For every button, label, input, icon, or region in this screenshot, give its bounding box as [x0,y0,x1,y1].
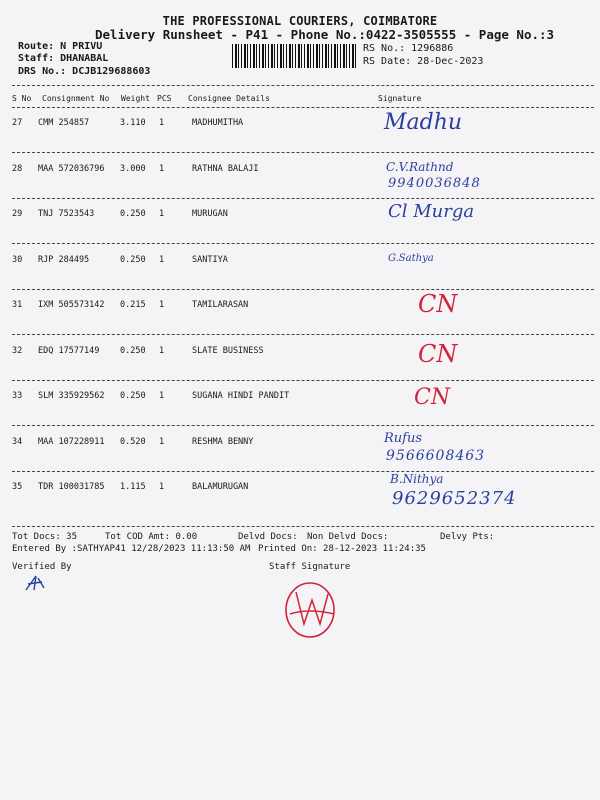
cell-pcs: 1 [159,391,165,401]
row-divider [12,471,594,472]
cell-weight: 3.000 [120,163,146,174]
cell-sno: 33 [12,391,23,401]
entered-by: Entered By :SATHYAP41 12/28/2023 11:13:50 AM [12,544,251,554]
cell-pcs: 1 [159,254,165,265]
cell-pcs: 1 [159,300,165,310]
handwritten-signature: Cl Murga [388,201,475,222]
cell-consignment: CMM 254857 [38,118,90,128]
staff-label: Staff: DHANABAL [18,53,109,64]
handwritten-signature: G.Sathya [388,252,434,264]
rs-date: RS Date: 28-Dec-2023 [363,56,484,67]
divider [12,107,594,108]
col-signature: Signature [378,94,422,103]
cell-sno: 32 [12,345,23,356]
cell-consignee: SUGANA HINDI PANDIT [192,391,290,401]
divider [12,526,594,527]
cell-weight: 1.115 [120,482,146,492]
cell-consignment: IXM 505573142 [38,300,105,310]
cell-consignee: TAMILARASAN [192,300,249,310]
verified-by-label: Verified By [12,562,72,572]
col-consignee: Consignee Details [188,94,270,103]
cell-consignee: MADHUMITHA [192,118,244,128]
cell-consignee: RATHNA BALAJI [192,163,259,174]
handwritten-signature: Madhu [384,110,463,135]
delivery-points: Delvy Pts: [440,532,495,542]
cell-weight: 0.250 [120,254,146,265]
row-divider [12,243,594,244]
cell-sno: 29 [12,209,23,219]
handwritten-signature: B.Nithya [390,472,444,486]
cell-consignment: TNJ 7523543 [38,209,95,219]
cell-sno: 28 [12,163,23,174]
handwritten-signature: C.V.Rathnd [386,159,454,174]
staff-signature-label: Staff Signature [269,562,351,572]
cell-sno: 27 [12,118,23,128]
handwritten-signature: CN [414,385,451,410]
printed-on: Printed On: 28-12-2023 11:24:35 [258,544,426,554]
col-sno: S No [12,94,32,103]
cell-weight: 0.250 [120,345,146,356]
handwritten-signature: CN [418,290,458,318]
cell-weight: 3.110 [120,118,146,128]
cell-consignee: BALAMURUGAN [192,482,249,492]
cell-pcs: 1 [159,345,165,356]
row-divider [12,380,594,381]
cell-consignment: MAA 107228911 [38,436,105,447]
cell-consignee: MURUGAN [192,209,228,219]
cell-sno: 34 [12,436,23,447]
cell-weight: 0.215 [120,300,146,310]
row-divider [12,152,594,153]
handwritten-phone: 9940036848 [388,175,481,191]
staff-signature-scribble [282,580,342,642]
cell-consignment: MAA 572036796 [38,163,105,174]
cell-consignment: TDR 100031785 [38,482,105,492]
row-divider [12,289,594,290]
handwritten-signature: Rufus [384,430,423,446]
handwritten-phone: 9566608463 [386,447,486,464]
cell-weight: 0.250 [120,209,146,219]
route-label: Route: N PRIVU [18,41,103,52]
drs-number: DRS No.: DCJB129688603 [18,66,151,77]
handwritten-signature: CN [418,339,458,368]
company-title: THE PROFESSIONAL COURIERS, COIMBATORE [162,14,438,28]
total-cod: Tot COD Amt: 0.00 [105,532,198,542]
cell-consignment: SLM 335929562 [38,391,105,401]
cell-consignee: RESHMA BENNY [192,436,254,447]
runsheet-subtitle: Delivery Runsheet - P41 - Phone No.:0422-3505555 - Page No.:3 [95,27,555,42]
row-divider [12,198,594,199]
cell-pcs: 1 [159,118,165,128]
row-divider [12,334,594,335]
cell-consignee: SANTIYA [192,254,228,265]
cell-sno: 35 [12,482,23,492]
barcode [232,44,358,68]
cell-consignee: SLATE BUSINESS [192,345,264,356]
col-pcs: PCS [157,94,172,103]
col-consignment: Consignment No [42,94,110,103]
cell-consignment: RJP 284495 [38,254,90,265]
divider [12,85,594,86]
row-divider [12,425,594,426]
col-weight: Weight [121,94,150,103]
cell-consignment: EDQ 17577149 [38,345,100,356]
cell-pcs: 1 [159,482,165,492]
total-docs: Tot Docs: 35 [12,532,78,542]
cell-sno: 30 [12,254,23,265]
cell-weight: 0.250 [120,391,146,401]
rs-number: RS No.: 1296886 [363,43,454,54]
non-delivered-docs: Non Delvd Docs: [307,532,389,542]
cell-sno: 31 [12,300,23,310]
delivered-docs: Delvd Docs: [238,532,298,542]
cell-pcs: 1 [159,209,165,219]
handwritten-phone: 9629652374 [392,488,517,509]
cell-weight: 0.520 [120,436,146,447]
cell-pcs: 1 [159,436,165,447]
verifier-signature-scribble [22,572,50,594]
cell-pcs: 1 [159,163,165,174]
